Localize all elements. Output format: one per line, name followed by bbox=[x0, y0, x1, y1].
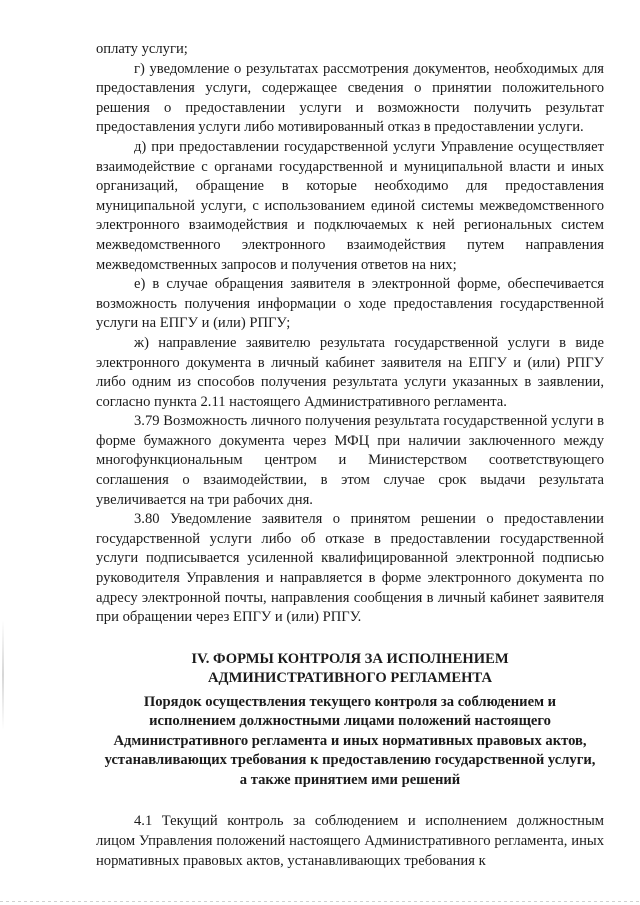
paragraph-g-notification: г) уведомление о результатах рассмотрения документов, необходимых для предоставления услуги, содержащее сведения о принятии положительного решения о предоставлении услуги и возможности получить результат предоставления услуги либо мотивированный отказ в предоставлении услуги. bbox=[96, 60, 604, 136]
paragraph-zh-result-delivery: ж) направление заявителю результата государственной услуги в виде электронного документа в личный кабинет заявителя на ЕПГУ и (или) РПГУ либо одним из способов получения результата услуги указанных в заявлении, согласно пункта 2.11 настоящего Административного регламента. bbox=[96, 334, 604, 410]
paragraph-d-interaction: д) при предоставлении государственной услуги Управление осуществляет взаимодействие с органами государственной и муниципальной власти и иных организаций, обращение в которые необходимо для предоставления муниципальной услуги, с использованием единой системы межведомственного электронного взаимодействия и подключаемых к ней региональных систем межведомственного электронного взаимодействия путем направления межведомственных запросов и получения ответов на них; bbox=[96, 138, 604, 273]
scan-bottom-edge-line bbox=[0, 901, 640, 902]
paragraph-3-79: 3.79 Возможность личного получения результата государственной услуги в форме бумажного документа через МФЦ при наличии заключенного между многофункциональным центром и Министерством соответствующего соглашения о взаимодействии, в этом случае срок выдачи результата увеличивается на три рабочих дня. bbox=[96, 413, 604, 508]
section-title bbox=[96, 650, 604, 689]
document-text-block bbox=[96, 40, 604, 871]
section-title-line-2: АДМИНИСТРАТИВНОГО РЕГЛАМЕНТА bbox=[208, 670, 492, 687]
paragraph-payment-tail: оплату услуги; bbox=[96, 41, 188, 57]
paragraph-e-status-info: е) в случае обращения заявителя в электронной форме, обеспечивается возможность получения информации о ходе предоставления государственной услуги на ЕПГУ и (или) РПГУ; bbox=[96, 276, 604, 332]
scan-left-edge-shadow bbox=[2, 620, 4, 730]
section-title-line-1: IV. ФОРМЫ КОНТРОЛЯ ЗА ИСПОЛНЕНИЕМ bbox=[191, 650, 509, 667]
paragraph-4-1: 4.1 Текущий контроль за соблюдением и исполнением должностным лицом Управления положений настоящего Административного регламента, иных нормативных правовых актов, устанавливающих требования к bbox=[96, 813, 604, 869]
paragraph-3-80: 3.80 Уведомление заявителя о принятом решении о предоставлении государственной услуги либо об отказе в предоставлении государственной услуги подписывается усиленной квалифицированной электронной подписью руководителя Управления и направляется в форме электронного документа по адресу электронной почты, направления сообщения в личный кабинет заявителя при обращении через ЕПГУ и (или) РПГУ. bbox=[96, 511, 604, 626]
subsection-title: Порядок осуществления текущего контроля за соблюдением и исполнением должностными лицами положений настоящего Административного регламента и иных нормативных правовых актов, устанавливающих требования к предоставлению государственной услуги, а также принятием ими решений bbox=[104, 693, 596, 788]
